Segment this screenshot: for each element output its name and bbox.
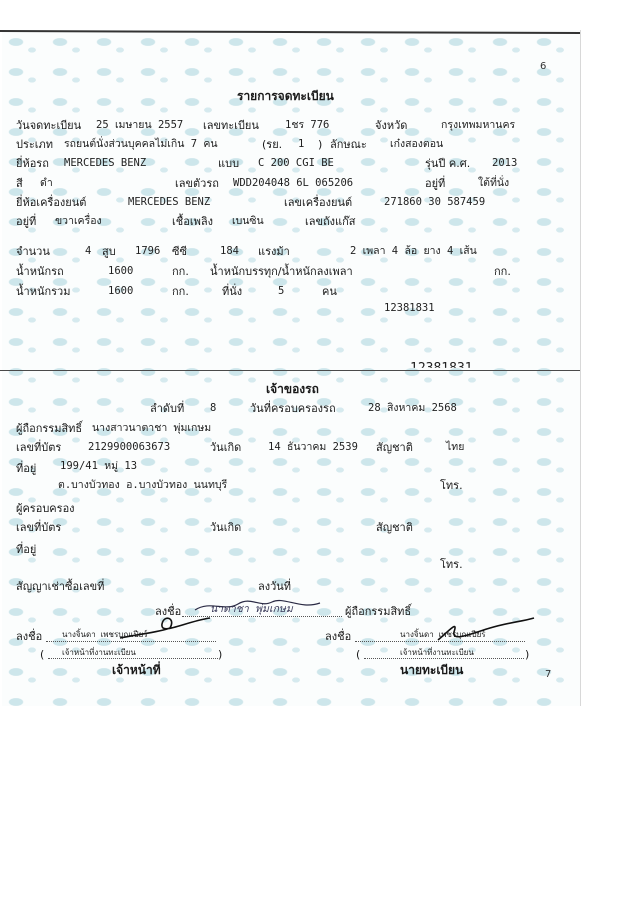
lease-date-label: ลงวันที่ <box>258 580 292 593</box>
registrar-signature-scribble <box>430 610 540 646</box>
fuel-value: เบนซิน <box>232 215 264 227</box>
lease-contract-label: สัญญาเช่าซื้อเลขที่ <box>16 580 105 593</box>
cc-label: ซีซี <box>172 245 187 258</box>
possessor-tel-label: โทร. <box>440 558 463 571</box>
color-value: ดำ <box>40 177 53 189</box>
type-label: ประเภท <box>16 138 54 151</box>
count-value: 4 <box>85 245 92 257</box>
owner-name-label: ผู้ถือกรรมสิทธิ์ <box>16 422 83 435</box>
registrar-role-open: ( <box>356 648 361 661</box>
reg-no-value: 1ชร 776 <box>285 119 330 131</box>
registrar-name-text: นางจิ้นดา เพชรบุณเปียร์ <box>400 630 486 639</box>
chassis-value: WDD204048 6L 065206 <box>233 177 354 189</box>
seat-unit: คน <box>322 285 337 298</box>
owner-nation-label: สัญชาติ <box>376 441 413 454</box>
engine-loc-value: ขวาเครื่อง <box>55 215 102 227</box>
owner-title: เจ้าของรถ <box>266 382 319 396</box>
reg-no-label: เลขทะเบียน <box>203 119 259 132</box>
total-weight-label: น้ำหนักรวม <box>16 285 71 298</box>
engine-loc-label: อยู่ที่ <box>16 215 37 228</box>
officer-title: เจ้าหน้าที่ <box>112 663 161 677</box>
style-value: เก๋งสองตอน <box>390 138 444 150</box>
serial-number: 12381831 <box>384 302 435 314</box>
owner-address-label: ที่อยู่ <box>16 462 37 475</box>
engine-brand-label: ยี่ห้อเครื่องยนต์ <box>16 196 87 209</box>
cylinder-value: 1796 <box>135 245 161 257</box>
officer-role-open: ( <box>40 648 45 661</box>
possessor-id-label: เลขที่บัตร <box>16 521 62 534</box>
order-label: ลำดับที่ <box>150 402 185 415</box>
province-label: จังหวัด <box>375 119 408 132</box>
total-weight-unit: กก. <box>172 285 189 298</box>
cylinder-label: สูบ <box>102 245 116 258</box>
registrar-role-text: เจ้าหน้าที่งานทะเบียน <box>400 648 474 657</box>
engine-no-value: 271860 30 587459 <box>384 196 486 208</box>
possess-date-value: 28 สิงหาคม 2568 <box>368 402 457 414</box>
weight-label: น้ำหนักรถ <box>16 265 64 278</box>
chassis-loc-label: อยู่ที่ <box>425 177 446 190</box>
rs-label: (รย. <box>262 138 283 151</box>
registrar-sign-label: ลงชื่อ <box>325 630 352 643</box>
load-label: น้ำหนักบรรทุก/น้ำหนักลงเพลา <box>210 265 353 278</box>
model-label: แบบ <box>218 157 240 170</box>
owner-address-line1: 199/41 หมู่ 13 <box>60 460 138 472</box>
owner-dob-value: 14 ธันวาคม 2539 <box>268 441 358 453</box>
engine-no-label: เลขเครื่องยนต์ <box>284 196 353 209</box>
gas-label: เลขถังแก๊ส <box>305 215 356 228</box>
rs-close: ) <box>318 138 323 151</box>
page-fold-line <box>0 370 580 371</box>
owner-id-label: เลขที่บัตร <box>16 441 62 454</box>
possessor-dob-label: วันเกิด <box>210 521 242 534</box>
possessor-address-label: ที่อยู่ <box>16 543 37 556</box>
officer-role-text: เจ้าหน้าที่งานทะเบียน <box>62 648 136 657</box>
page-number-bottom: 7 <box>545 669 552 680</box>
weight-value: 1600 <box>108 265 134 277</box>
owner-address-line2: ต.บางบัวทอง อ.บางบัวทอง นนทบุรี <box>58 479 228 491</box>
style-label: ลักษณะ <box>330 138 367 151</box>
order-value: 8 <box>210 402 217 414</box>
owner-id-value: 2129900063673 <box>88 441 171 453</box>
registrar-title: นายทะเบียน <box>400 663 464 677</box>
owner-signature-text: นาตาชา พุ่มเกษม <box>210 603 293 615</box>
officer-role-close: ) <box>218 648 223 661</box>
reg-date-label: วันจดทะเบียน <box>16 119 82 132</box>
province-value: กรุงเทพมหานคร <box>441 119 516 131</box>
load-unit: กก. <box>494 265 511 278</box>
officer-name-text: นางจิ้นดา เพชรบุณเปียร์ <box>62 630 148 639</box>
owner-sign-label: ลงชื่อ <box>155 605 182 618</box>
reg-date-value: 25 เมษายน 2557 <box>96 119 184 131</box>
color-label: สี <box>16 177 23 190</box>
rs-value: 1 <box>298 138 305 150</box>
seat-value: 5 <box>278 285 285 297</box>
possessor-title: ผู้ครอบครอง <box>16 502 75 515</box>
axle-value: 2 เพลา 4 ล้อ ยาง 4 เส้น <box>350 245 477 257</box>
cc-value: 184 <box>220 245 239 257</box>
engine-brand-value: MERCEDES BENZ <box>128 196 211 208</box>
owner-nation-value: ไทย <box>446 441 465 453</box>
seat-label: ที่นั่ง <box>222 285 243 298</box>
model-value: C 200 CGI BE <box>258 157 334 169</box>
type-value: รถยนต์นั่งส่วนบุคคลไม่เกิน 7 คน <box>64 138 218 150</box>
chassis-loc-value: ใต้ที่นั่ง <box>478 177 510 189</box>
horsepower-label: แรงม้า <box>258 245 290 258</box>
brand-label: ยี่ห้อรถ <box>16 157 49 170</box>
possessor-nation-label: สัญชาติ <box>376 521 413 534</box>
fuel-label: เชื้อเพลิง <box>172 215 213 228</box>
weight-unit: กก. <box>172 265 189 278</box>
possess-date-label: วันที่ครอบครองรถ <box>250 402 336 415</box>
registration-title: รายการจดทะเบียน <box>237 89 334 103</box>
year-value: 2013 <box>492 157 518 169</box>
brand-value: MERCEDES BENZ <box>64 157 147 169</box>
owner-dob-label: วันเกิด <box>210 441 242 454</box>
total-weight-value: 1600 <box>108 285 134 297</box>
chassis-label: เลขตัวรถ <box>175 177 219 190</box>
owner-name-value: นางสาวนาตาชา พุ่มเกษม <box>92 422 212 434</box>
owner-tel-label: โทร. <box>440 479 463 492</box>
page-number-top: 6 <box>540 61 547 72</box>
registrar-role-close: ) <box>525 648 530 661</box>
year-label: รุ่นปี ค.ศ. <box>425 157 471 170</box>
officer-sign-label: ลงชื่อ <box>16 630 43 643</box>
count-label: จำนวน <box>16 245 50 258</box>
owner-role-label: ผู้ถือกรรมสิทธิ์ <box>345 605 412 618</box>
officer-signature-scribble <box>110 608 220 644</box>
